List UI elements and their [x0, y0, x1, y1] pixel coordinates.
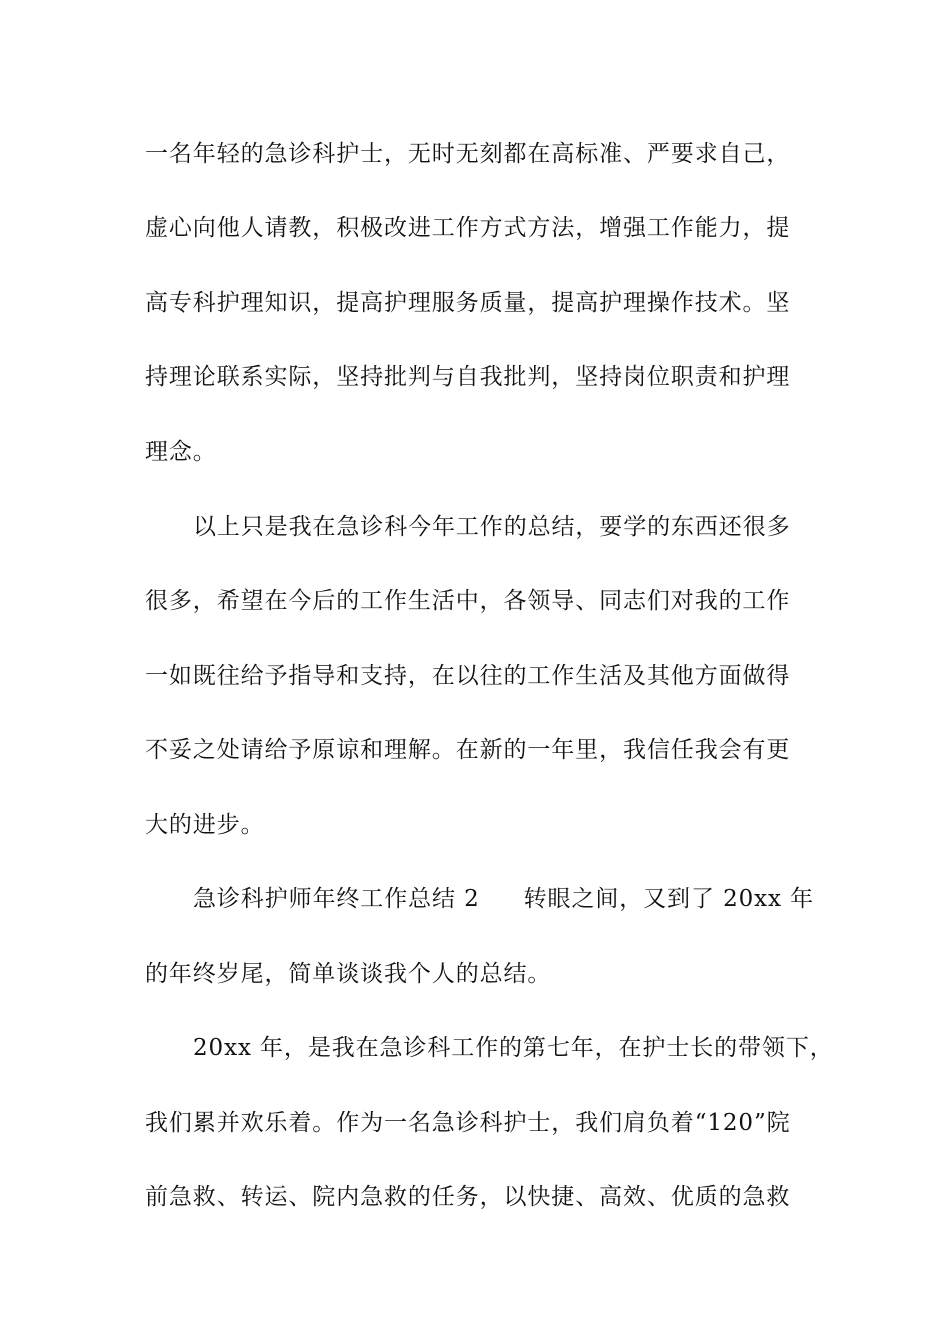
paragraph-start-line: 20xx 年，是我在急诊科工作的第七年，在护士长的带领下，	[193, 1035, 834, 1061]
text-line: 大的进步。	[145, 812, 265, 838]
text-line: 很多，希望在今后的工作生活中，各领导、同志们对我的工作	[145, 588, 791, 614]
text-line: 不妥之处请给予原谅和理解。在新的一年里，我信任我会有更	[145, 737, 791, 763]
paragraph-start-line: 以上只是我在急诊科今年工作的总结，要学的东西还很多	[193, 514, 791, 540]
text-line: 一如既往给予指导和支持，在以往的工作生活及其他方面做得	[145, 663, 791, 689]
section-heading: 急诊科护师年终工作总结 2	[193, 886, 480, 912]
text-line: 理念。	[145, 439, 217, 465]
text-line: 一名年轻的急诊科护士，无时无刻都在高标准、严要求自己，	[145, 141, 791, 167]
text-line: 高专科护理知识，提高护理服务质量，提高护理操作技术。坚	[145, 290, 791, 316]
text-line: 我们累并欢乐着。作为一名急诊科护士，我们肩负着“120”院	[145, 1110, 791, 1136]
section-text-start: 转眼之间，又到了 20xx 年	[523, 886, 814, 912]
section-heading-line	[193, 879, 814, 919]
text-line: 虚心向他人请教，积极改进工作方式方法，增强工作能力，提	[145, 215, 791, 241]
text-line: 前急救、转运、院内急救的任务，以快捷、高效、优质的急救	[145, 1184, 791, 1210]
text-line: 持理论联系实际，坚持批判与自我批判，坚持岗位职责和护理	[145, 364, 791, 390]
text-line: 的年终岁尾，简单谈谈我个人的总结。	[145, 961, 552, 987]
